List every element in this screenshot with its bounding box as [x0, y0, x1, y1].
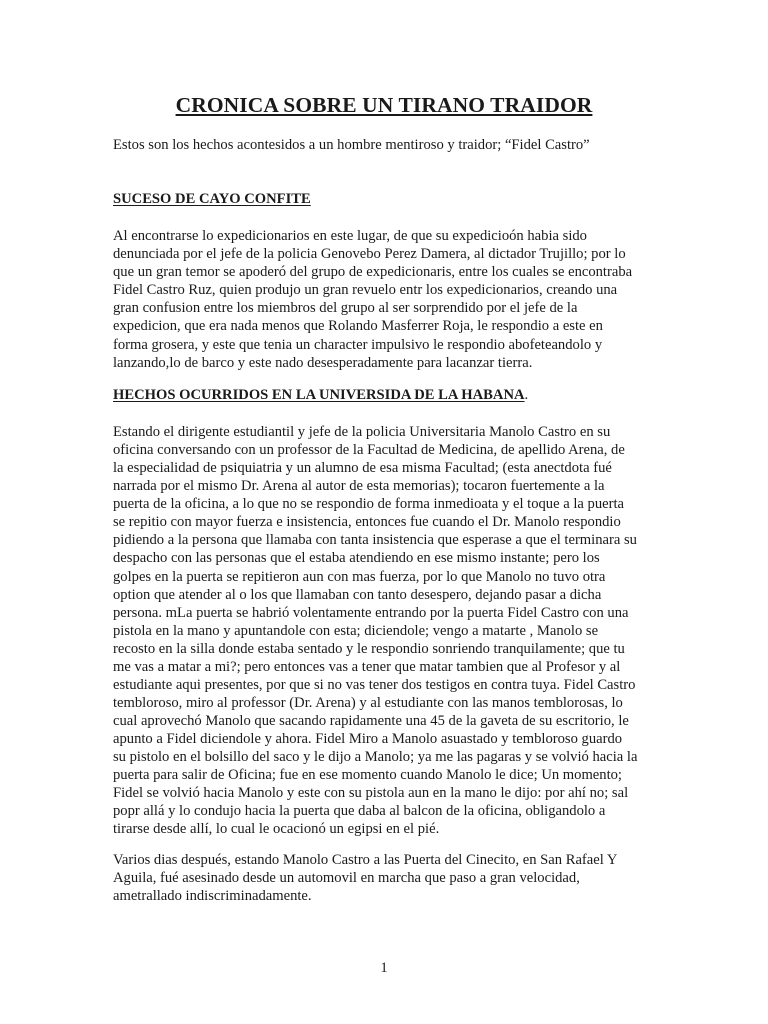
- intro-paragraph: Estos son los hechos acontesidos a un hombre mentiroso y traidor; “Fidel Castro”: [113, 137, 590, 153]
- paragraph-asesinato: [113, 851, 658, 905]
- text-line: tembloroso, miro al professor (Dr. Arena) y al estudiante con las manos temblorosas, lo: [113, 694, 623, 711]
- text-line: que un gran temor se apoderó del grupo de expedicionaris, entre los cuales se encontraba: [113, 264, 633, 281]
- text-line: popr allá y lo condujo hacia la puerta que daba al balcon de la oficina, obligandolo a: [113, 803, 606, 820]
- text-line: oficina conversando con un professor de la Facultad de Medicina, de apellido Arena, de: [113, 442, 625, 459]
- document-title: CRONICA SOBRE UN TIRANO TRAIDOR: [175, 93, 593, 117]
- text-line: la especialidad de psiquiatria y un alumno de esa misma Facultad; (esta anectdota fué: [113, 460, 612, 477]
- text-line: pidiendo a la persona que llamaba con tanta insistencia que esperase a que el terminara su: [113, 532, 637, 549]
- paragraph-universidad: [113, 423, 658, 838]
- text-line: se repitio con mayor fuerza e insistencia, entonces fue cuando el Dr. Manolo respondio: [113, 514, 621, 531]
- text-line: Aguila, fué asesinado desde un automovil en marcha que paso a gran velocidad,: [113, 870, 580, 887]
- section-heading-cayo-confite: [113, 191, 311, 208]
- text-line: narrada por el mismo Dr. Arena al autor de esta memorias); tocaron fuertemente a la: [113, 478, 605, 495]
- text-line: gran confusion entre los miembros del grupo al ser sorprendido por el jefe de la: [113, 300, 578, 317]
- section-heading-universidad: [113, 387, 528, 404]
- text-line: apunto a Fidel diciendole y ahora. Fidel Miro a Manolo asuastado y tembloroso guardo: [113, 731, 623, 748]
- text-line: denunciada por el jefe de la policia Genovebo Perez Damera, al dictador Trujillo; por lo: [113, 246, 626, 263]
- text-line: golpes en la puerta se repitieron aun con mas fuerza, por lo que Manolo no tuvo otra: [113, 568, 606, 585]
- text-line: lanzando,lo de barco y este nado desesperadamente para lacanzar tierra.: [113, 354, 533, 371]
- text-line: Varios dias después, estando Manolo Castro a las Puerta del Cinecito, en San Rafael Y: [113, 852, 618, 868]
- text-line: cual aprovechó Manolo que sacando rapidamente una 45 de la gaveta de su escritorio, le: [113, 713, 629, 729]
- text-line: persona. mLa puerta se habrió volentamente entrando por la puerta Fidel Castro con una: [113, 604, 629, 621]
- text-line: option que atender al o los que llamaban con tanto desespero, dejando pasar a dicha: [113, 586, 602, 603]
- text-line: Fidel se volvió hacia Manolo y este con su pistola aun en la mano le dijo: por ahí no; sal: [113, 785, 629, 802]
- text-line: me vas a matar a mi?; pero entonces vas a tener que matar tambien que al Profesor y al: [113, 658, 621, 675]
- text-line: ametrallado indiscriminadamente.: [113, 888, 312, 905]
- text-line: pistola en la mano y apuntandole con esta; diciendole; vengo a matarte , Manolo se: [113, 622, 599, 639]
- text-line: Al encontrarse lo expedicionarios en este lugar, de que su expedicioón habia sido: [113, 228, 587, 244]
- text-line: Fidel Castro Ruz, quien produjo un gran revuelo entr los expedicionarios, creando una: [113, 282, 618, 299]
- paragraph-cayo-confite: [113, 227, 658, 372]
- text-line: su pistolo en el bolsillo del saco y le dijo a Manolo; ya me las pagaras y se volvió hacia la: [113, 749, 638, 766]
- text-line: recosto en la silla donde estaba sentado y le respondio sonriendo tranquilamente; que tu: [113, 640, 625, 657]
- text-line: despacho con las personas que el estaba atendiendo en ese mismo instante; pero los: [113, 550, 600, 567]
- section-heading-period: .: [524, 387, 529, 403]
- text-line: expedicion, que era nada menos que Rolando Masferrer Roja, le respondio a este en: [113, 318, 603, 335]
- page-number: 1: [380, 960, 388, 976]
- text-line: puerta para salir de Oficina; fue en ese momento cuando Manolo le dice; Un momento;: [113, 767, 622, 784]
- section-heading-text: HECHOS OCURRIDOS EN LA UNIVERSIDA DE LA HABANA: [113, 387, 525, 403]
- section-heading-text: SUCESO DE CAYO CONFITE: [113, 191, 311, 207]
- text-line: tirarse desde allí, lo cual le ocacionó un egipsi en el pié.: [113, 821, 440, 838]
- text-line: Estando el dirigente estudiantil y jefe de la policia Universitaria Manolo Castro en su: [113, 424, 611, 440]
- text-line: puerta de la oficina, a lo que no se respondio de forma inmedioata y el toque a la puerta: [113, 496, 624, 513]
- text-line: estudiante aqui presentes, por que si no vas tener dos testigos en contra tuya. Fidel Castro: [113, 676, 636, 693]
- text-line: forma grosera, y este que tenia un character impulsivo le respondio abofeteandolo y: [113, 336, 603, 353]
